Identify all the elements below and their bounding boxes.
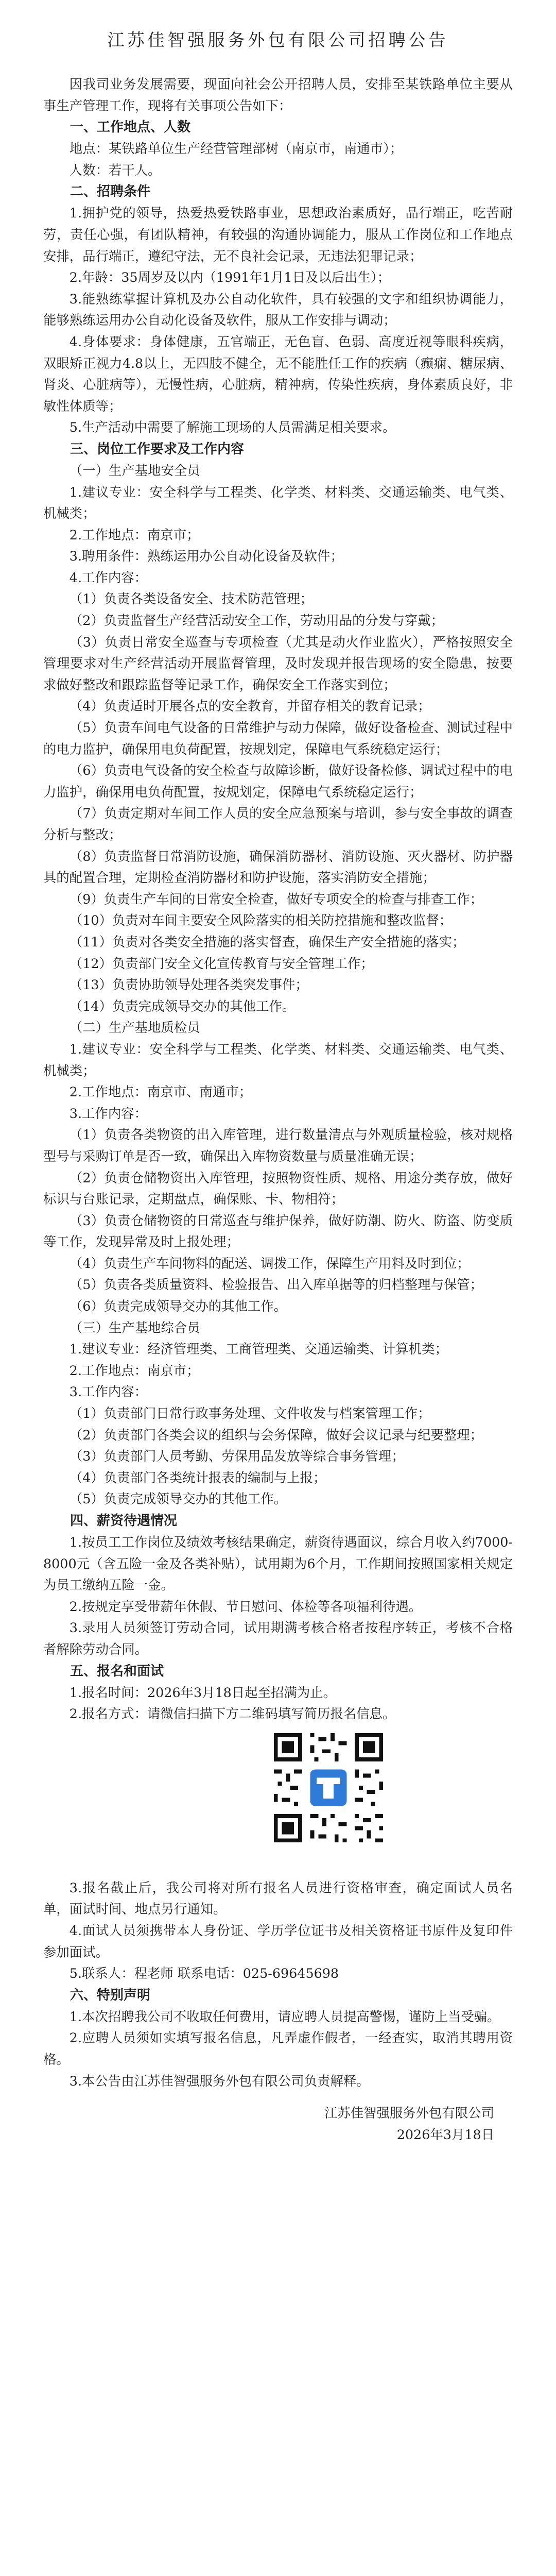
requirement-item: 3.聘用条件：熟练运用办公自动化设备及软件； [69,548,343,564]
requirement-item: （9）负责生产车间的日常安全检查，做好专项安全的检查与排查工作； [69,891,483,907]
section-heading-requirements: 三、岗位工作要求及工作内容 [70,441,245,457]
signature-company: 江苏佳智强服务外包有限公司 [324,2105,494,2121]
section-heading-statement: 六、特别声明 [70,1987,151,2003]
requirement-item: （3）负责部门人员考勤、劳保用品发放等综合事务管理； [69,1448,405,1464]
requirement-item: 2.工作地点：南京市、南通市； [69,1084,252,1100]
requirement-item: 1.建议专业：安全科学与工程类、化学类、材料类、交通运输类、电气类、机械类； [43,484,513,521]
requirement-item: （5）负责完成领导交办的其他工作。 [69,1491,287,1507]
requirement-item: （3）负责仓储物资的日常巡查与维护保养，做好防潮、防火、防盗、防变质等工作，发现异常及时上报处理； [43,1212,513,1250]
salary-item: 3.录用人员须签订劳动合同，试用期满考核合格者按程序转正，考核不合格者解除劳动合同。 [43,1620,513,1657]
requirement-item: （3）负责日常安全巡查与专项检查（尤其是动火作业监火），严格按照安全管理要求对生产经营活动开展监督管理，及时发现并报告现场的安全隐患，按要求做好整改和跟踪监督等记录工作，确保安全工作落实到位； [43,634,513,692]
requirement-item: 2.工作地点：南京市； [69,1362,200,1378]
headcount-line: 人数：若干人。 [69,162,161,178]
requirement-item: 3.工作内容： [69,1384,147,1400]
intro-paragraph: 因我司业务发展需要，现面向社会公开招聘人员，安排至某铁路单位主要从事生产管理工作，现将有关事项公告如下： [43,76,513,113]
qr-code-row [43,1729,513,1873]
section-heading-conditions: 二、招聘条件 [70,184,151,200]
contact-line: 5.联系人：程老师 联系电话：025-69645698 [69,1965,339,1981]
requirement-item: （10）负责对车间主要安全风险落实的相关防控措施和整改监督； [69,912,453,928]
requirement-item: 3.工作内容： [69,1105,147,1121]
requirement-item: （三）生产基地综合员 [69,1319,200,1335]
requirement-item: （4）负责部门各类统计报表的编制与上报； [69,1469,326,1485]
requirement-item: （11）负责对各类安全措施的落实督查，确保生产安全措施的落实； [69,934,465,950]
condition-item: 4.身体要求：身体健康，五官端正，无色盲、色弱、高度近视等眼科疾病，双眼矫正视力4.8以上，无四肢不健全，无不能胜任工作的疾病（癫痫、糖尿病、肾炎、心脏病等），无慢性病，心脏病，精神病，传染性疾病，身体素质良好，非敏性体质等； [43,333,513,414]
registration-item: 4.面试人员须携带本人身份证、学历学位证书及相关资格证书原件及复印件参加面试。 [43,1922,513,1960]
requirement-item: 4.工作内容： [69,569,147,585]
registration-item: 3.报名截止后，我公司将对所有报名人员进行资格审查，确定面试人员名单，面试时间、地点另行通知。 [43,1879,513,1917]
requirement-item: 1.建议专业：经济管理类、工商管理类、交通运输类、计算机类； [69,1341,448,1357]
subsection-heading: （一）生产基地安全员 [69,462,200,478]
condition-item: 2.年龄：35周岁及以内（1991年1月1日及以后出生）； [69,269,390,285]
condition-item: 5.生产活动中需要了解施工现场的人员需满足相关要求。 [69,419,396,435]
requirement-item: （13）负责协助领导处理各类突发事件； [69,977,308,993]
requirement-item: （2）负责部门各类会议的组织与会务保障，做好会议记录与纪要整理； [69,1427,483,1443]
requirement-item: （4）负责生产车间物料的配送、调拨工作，保障生产用料及时到位； [69,1255,470,1271]
condition-item: 1.拥护党的领导，热爱热爱铁路事业，思想政治素质好，品行端正，吃苦耐劳，责任心强，有团队精神，有较强的沟通协调能力，服从工作岗位和工作地点安排，品行端正，遵纪守法，无不良社会记录，无违法犯罪记录； [43,205,513,264]
requirement-item: （二）生产基地质检员 [69,1020,200,1036]
section-heading-location: 一、工作地点、人数 [70,120,191,135]
requirement-item: 2.工作地点：南京市； [69,527,200,543]
condition-item: 3.能熟练掌握计算机及办公自动化软件，具有较强的文字和组织协调能力，能够熟练运用办公自动化设备及软件，服从工作安排与调动； [43,291,513,328]
salary-item: 2.按规定享受带薪年休假、节日慰问、体检等各项福利待遇。 [69,1598,422,1614]
requirement-item: 1.建议专业：安全科学与工程类、化学类、材料类、交通运输类、电气类、机械类； [43,1041,513,1078]
signature-date: 2026年3月18日 [396,2127,494,2143]
requirement-item: （2）负责仓储物资出入库管理，按照物资性质、规格、用途分类存放，做好标识与台账记录，定期盘点，确保账、卡、物相符； [43,1170,513,1207]
requirements-list [43,482,513,1511]
requirement-item: （8）负责监督日常消防设施，确保消防器材、消防设施、灭火器材、防护器具的配置合理，定期检查消防器材和防护设施，落实消防安全措施； [43,848,513,886]
requirement-item: （4）负责适时开展各点的安全教育，并留存相关的教育记录； [69,698,431,714]
registration-item: 2.报名方式：请微信扫描下方二维码填写简历报名信息。 [69,1706,396,1722]
requirement-item: （6）负责完成领导交办的其他工作。 [69,1298,287,1314]
requirement-item: （5）负责车间电气设备的日常维护与动力保障，做好设备检查、测试过程中的电力监护，确保用电负荷配置，按规划定，保障电气系统稳定运行； [43,720,513,757]
requirement-item: （7）负责定期对车间工作人员的安全应急预案与培训，参与安全事故的调查分析与整改； [43,805,513,842]
section-heading-registration: 五、报名和面试 [70,1663,164,1679]
page-title: 江苏佳智强服务外包有限公司招聘公告 [107,30,449,50]
salary-item: 1.按员工工作岗位及绩效考核结果确定，薪资待遇面议，综合月收入约7000-8000元（含五险一金及各类补贴），试用期为6个月，工作期间按照国家相关规定为员工缴纳五险一金。 [43,1534,513,1593]
qr-code-icon[interactable] [270,1729,387,1846]
requirement-item: （1）负责部门日常行政事务处理、文件收发与档案管理工作； [69,1405,431,1421]
section-heading-salary: 四、薪资待遇情况 [70,1513,178,1529]
requirement-item: （2）负责监督生产经营活动安全工作，劳动用品的分发与穿戴； [69,613,444,629]
statement-item: 2.应聘人员须如实填写报名信息，凡弄虚作假者，一经查实，取消其聘用资格。 [43,2030,513,2067]
statement-item: 3.本公告由江苏佳智强服务外包有限公司负责解释。 [69,2073,370,2089]
requirement-item: （5）负责各类质量资料、检验报告、出入库单据等的归档整理与保管； [69,1277,483,1293]
requirement-item: （1）负责各类设备安全、技术防范管理； [69,591,313,607]
requirement-item: （1）负责各类物资的出入库管理，进行数量清点与外观质量检验，核对规格型号与采购订单是否一致，确保出入库物资数量与质量准确无误； [43,1127,513,1164]
requirement-item: （6）负责电气设备的安全检查与故障诊断，做好设备检修、调试过程中的电力监护，确保用电负荷配置，按规划定，保障电气系统稳定运行； [43,762,513,800]
registration-item: 1.报名时间：2026年3月18日起至招满为止。 [69,1684,336,1700]
requirement-item: （12）负责部门安全文化宣传教育与安全管理工作； [69,955,374,971]
location-line: 地点：某铁路单位生产经营管理部树（南京市，南通市）； [69,141,403,157]
requirement-item: （14）负责完成领导交办的其他工作。 [69,998,296,1014]
statement-item: 1.本次招聘我公司不收取任何费用，请应聘人员提高警惕，谨防上当受骗。 [69,2008,500,2024]
